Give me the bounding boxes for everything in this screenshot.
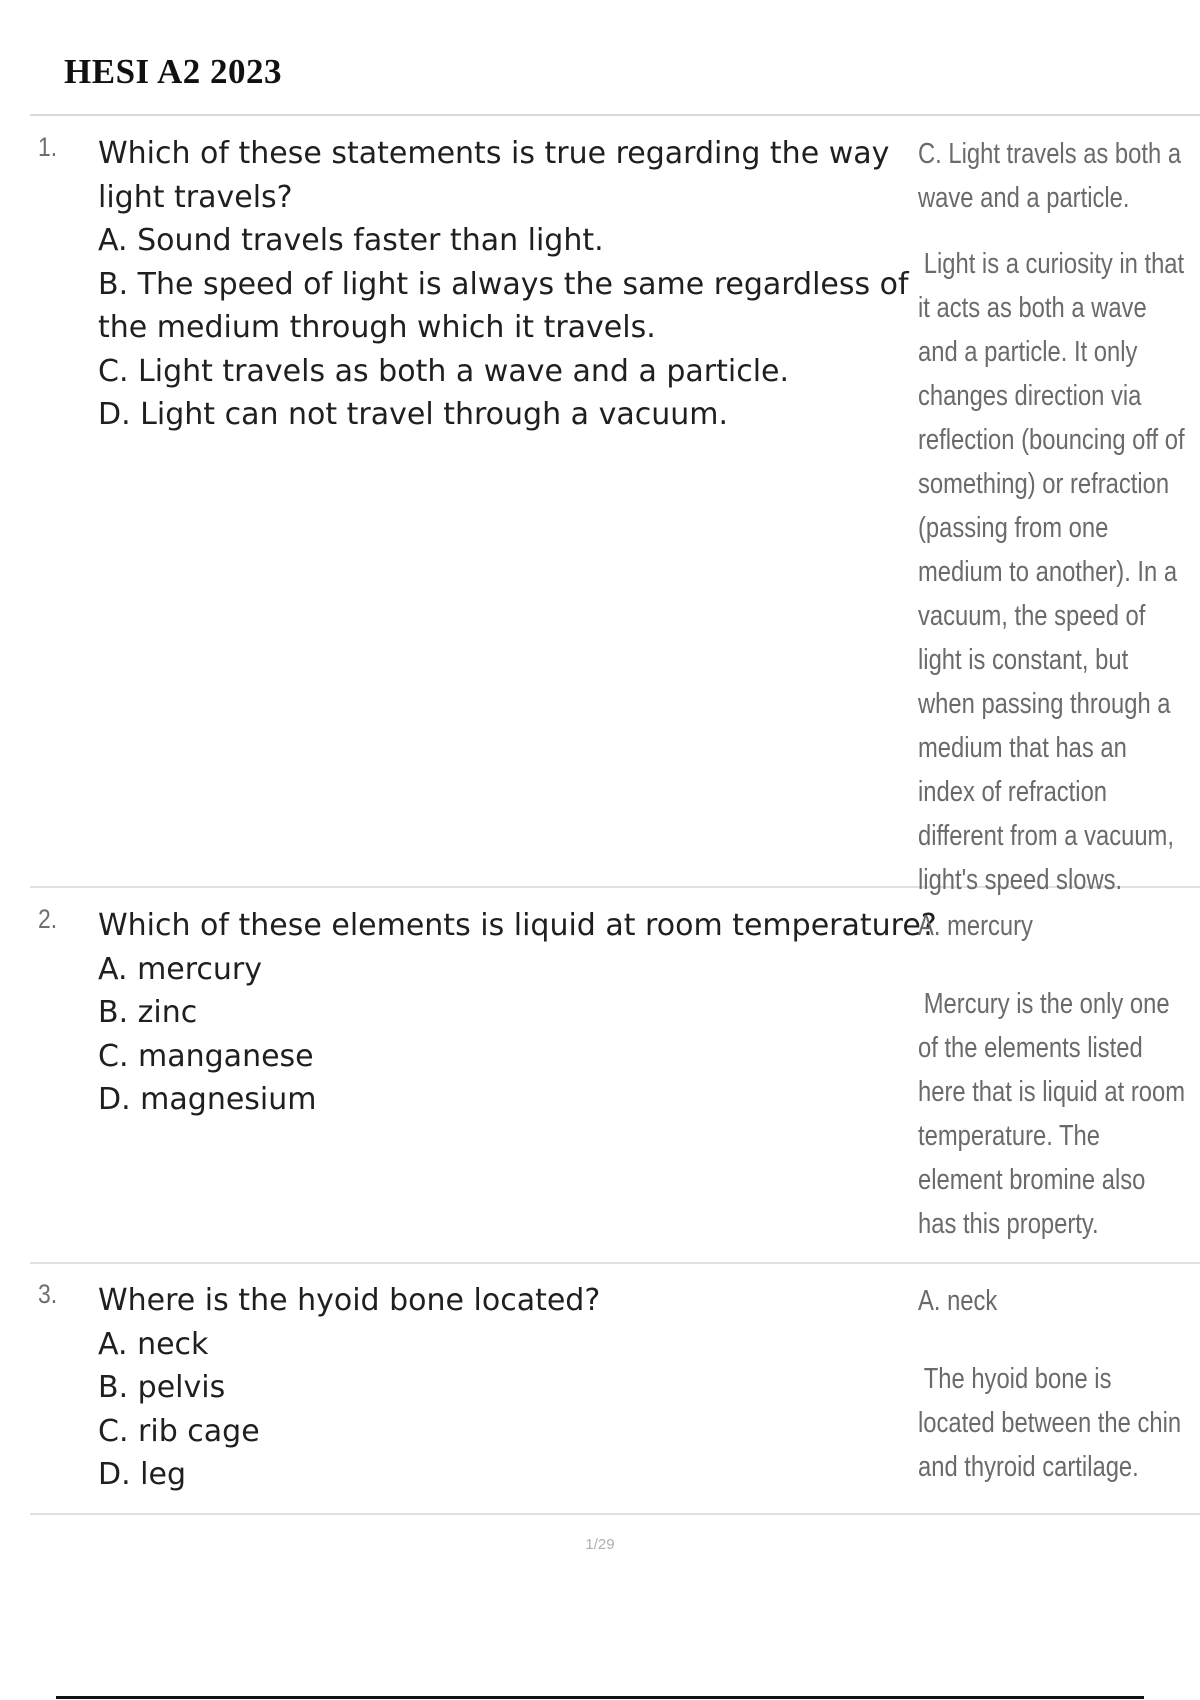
footer-divider <box>56 1696 1144 1699</box>
answer-options <box>98 219 938 437</box>
option-a: A. mercury <box>98 951 263 987</box>
question-number: 2. <box>38 904 58 934</box>
question-number: 3. <box>38 1279 58 1309</box>
answer-explanation: Mercury is the only one of the elements listed here that is liquid at room temperature. The element bromine also has this property. <box>918 988 1186 1240</box>
option-b: B. pelvis <box>98 1370 226 1405</box>
answer-column <box>918 132 1189 902</box>
question-body <box>98 132 938 437</box>
question-3 <box>30 1279 1200 1515</box>
correct-answer: A. neck <box>918 1285 998 1317</box>
question-text: Which of these elements is liquid at room temperature? <box>98 908 937 943</box>
answer-explanation: Light is a curiosity in that it acts as both a wave and a particle. It only changes direction via reflection (bouncing off of something) or refraction (passing from one medium to another). In a vacuum, the speed of light is constant, but when passing through a medium that has an index of refraction different from a vacuum, light's speed slows. <box>918 248 1185 896</box>
correct-answer: C. Light travels as both a wave and a particle. <box>918 138 1182 214</box>
question-text: Where is the hyoid bone located? <box>98 1283 601 1318</box>
page-title: HESI A2 2023 <box>64 52 282 91</box>
question-body <box>98 904 938 1122</box>
option-d: D. leg <box>98 1457 187 1492</box>
answer-explanation: The hyoid bone is located between the chin and thyroid cartilage. <box>918 1363 1182 1483</box>
answer-column <box>918 1279 1189 1489</box>
title-divider <box>30 114 1200 116</box>
option-d: D. magnesium <box>98 1082 317 1117</box>
correct-answer: A. mercury <box>918 910 1033 942</box>
option-a: A. Sound travels faster than light. <box>98 223 604 258</box>
option-b: B. The speed of light is always the same regardless of the medium through which it travels. <box>98 266 909 345</box>
option-b: B. zinc <box>98 995 198 1030</box>
question-body <box>98 1279 938 1497</box>
option-c: C. manganese <box>98 1038 314 1074</box>
option-c: C. Light travels as both a wave and a particle. <box>98 353 790 389</box>
option-a: A. neck <box>98 1326 209 1362</box>
answer-options <box>98 948 938 1122</box>
option-d: D. Light can not travel through a vacuum. <box>98 397 728 432</box>
question-text: Which of these statements is true regarding the way light travels? <box>98 136 890 215</box>
option-c: C. rib cage <box>98 1413 260 1449</box>
question-number: 1. <box>38 132 58 162</box>
answer-options <box>98 1323 938 1497</box>
question-2 <box>30 904 1200 1264</box>
answer-column <box>918 904 1189 1246</box>
question-1 <box>30 132 1200 896</box>
page-number: 1/29 <box>585 1536 615 1553</box>
